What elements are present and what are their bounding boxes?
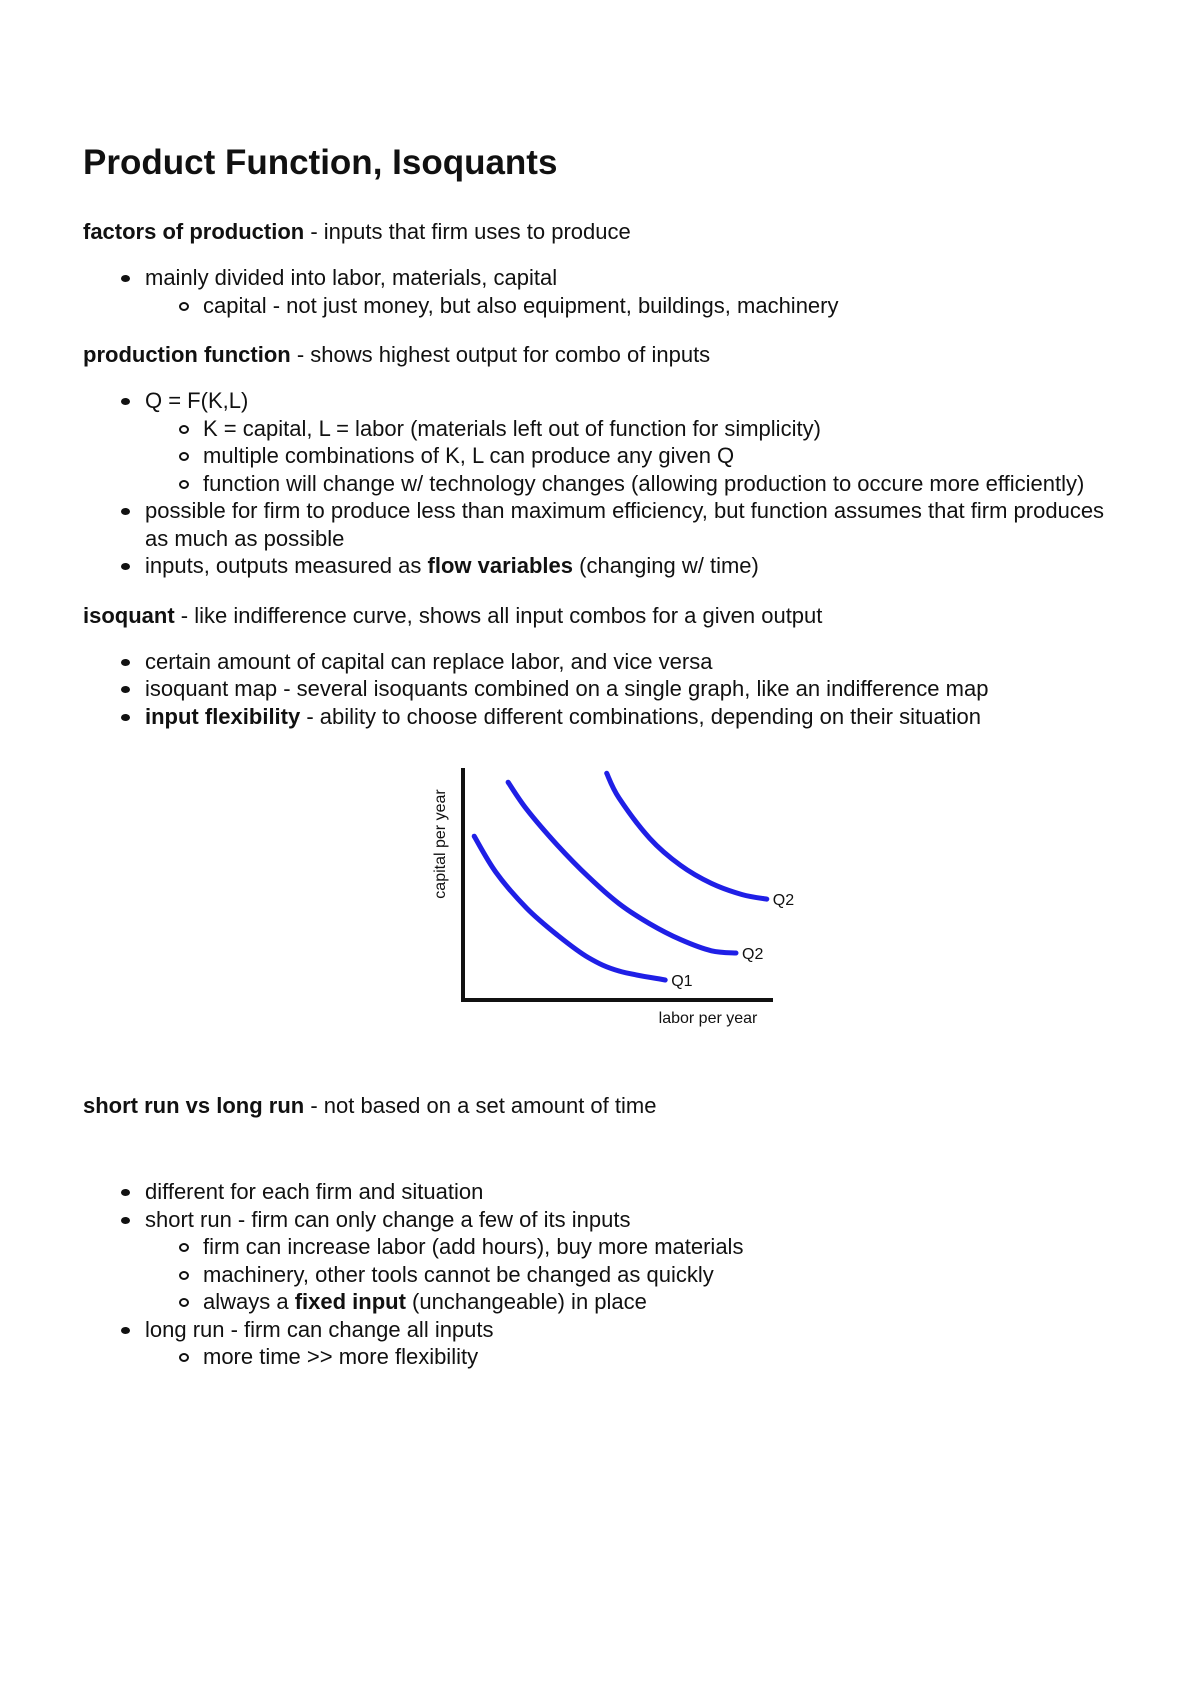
sub-list [145,1233,1123,1316]
list-item: certain amount of capital can replace labor, and vice versa [145,648,1123,676]
bullet-list [83,648,1123,731]
list-item: more time >> more flexibility [203,1343,1123,1371]
bullet-list [83,387,1123,580]
definition-production-function [83,341,1123,369]
list-item [145,1206,1123,1316]
list-item: capital - not just money, but also equipment, buildings, machinery [203,292,1123,320]
isoquant-curve-2 [508,782,736,953]
list-item-text: (changing w/ time) [573,553,759,578]
isoquant-curves [474,773,767,980]
bold-term: fixed input [294,1289,406,1314]
list-item: machinery, other tools cannot be changed as quickly [203,1261,1123,1289]
list-item-text: inputs, outputs measured as [145,553,428,578]
x-axis-label: labor per year [658,1010,758,1027]
sub-list [145,1343,1123,1371]
term: production function [83,342,291,367]
bullet-list [83,1178,1123,1371]
list-item-text: short run - firm can only change a few of its inputs [145,1206,631,1232]
list-item [145,264,1123,319]
bold-term: input flexibility [145,703,301,729]
definition-text: - not based on a set amount of time [304,1093,657,1118]
bullet-list [83,264,1123,319]
curve-label-1: Q1 [671,973,693,990]
sub-list [145,415,1123,498]
list-item-text: (unchangeable) in place [405,1289,647,1314]
term: factors of production [83,219,305,244]
curve-label-3: Q2 [772,892,795,910]
definition-text: - like indifference curve, shows all input combos for a given output [174,602,823,628]
list-item: isoquant map - several isoquants combined on a single graph, like an indifference map [145,675,1123,703]
bold-term: flow variables [427,553,574,578]
curve-label-2: Q2 [742,946,764,963]
definition-isoquant [83,602,1123,630]
sub-list [145,292,1123,320]
list-item: firm can increase labor (add hours), buy more materials [203,1233,1123,1261]
document-page [83,138,1123,1393]
isoquant-chart [83,752,1123,1052]
list-item [145,1316,1123,1371]
list-item: possible for firm to produce less than maximum efficiency, but function assumes that firm produces as much as possible [145,497,1123,552]
list-item-text: always a [203,1289,295,1314]
list-item-text: long run - firm can change all inputs [145,1316,494,1342]
list-item [145,552,1123,580]
list-item: function will change w/ technology changes (allowing production to occure more efficiently) [203,470,1123,498]
definition-short-run-vs-long-run [83,1092,1123,1120]
page-title: Product Function, Isoquants [83,143,558,182]
definition-text: - inputs that firm uses to produce [304,219,631,244]
definition-text: - shows highest output for combo of inputs [290,342,711,367]
term: isoquant [83,602,175,628]
list-item-text: Q = F(K,L) [145,388,249,413]
list-item: K = capital, L = labor (materials left out of function for simplicity) [203,415,1123,443]
list-item [145,703,1123,731]
list-item: different for each firm and situation [145,1178,1123,1206]
list-item [203,1288,1123,1316]
list-item-text: mainly divided into labor, materials, capital [145,265,558,290]
list-item [145,387,1123,497]
isoquant-curve-3 [607,773,767,899]
definition-factors-of-production [83,218,1123,246]
y-axis-label: capital per year [432,789,449,899]
list-item-text: - ability to choose different combinations, depending on their situation [300,703,982,729]
term: short run vs long run [83,1093,305,1118]
spacer [83,1120,1123,1178]
list-item: multiple combinations of K, L can produce any given Q [203,442,1123,470]
isoquant-chart-svg [83,752,1123,1052]
